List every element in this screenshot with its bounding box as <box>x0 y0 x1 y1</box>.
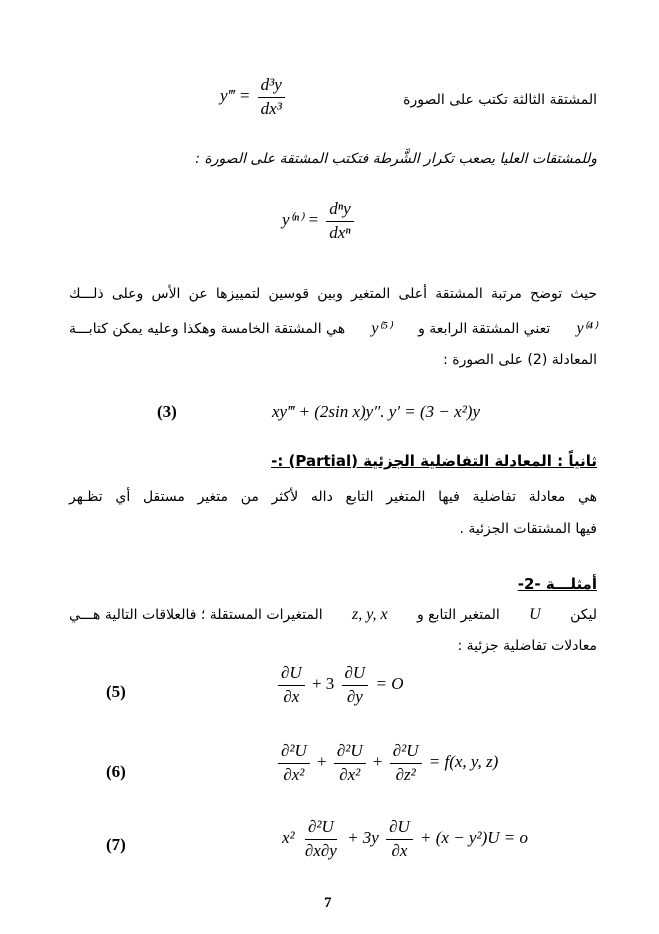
fraction-numerator: dⁿy <box>326 200 353 222</box>
equation-number: (5) <box>106 682 126 701</box>
equation-number: (3) <box>157 402 177 421</box>
explanation-line-3: المعادلة (2) على الصورة : <box>443 352 597 368</box>
equation-number: (7) <box>106 835 126 854</box>
definition-line-1: هي معادلة تفاضلية فيها المتغير التابع داله لأكثر من متغير مستقل أي تظـهر <box>69 489 597 505</box>
explanation-text: تعني المشتقة الرابعة و <box>418 321 551 337</box>
fraction <box>386 818 413 860</box>
equation-6 <box>275 742 498 784</box>
equation-number: (6) <box>106 762 126 781</box>
definition-line-2: فيها المشتقات الجزئية . <box>459 521 597 537</box>
fraction-numerator: ∂²U <box>278 742 310 764</box>
y4-symbol: y⁽⁴⁾ <box>576 320 597 337</box>
example-text: المتغير التابع و <box>416 607 500 623</box>
formula-lhs: y‴ = <box>220 86 251 106</box>
higher-derivatives-text: وللمشتقات العليا يصعب تكرار الشَّرطة فتكتب المشتقة على الصورة : <box>195 151 597 167</box>
page-number: 7 <box>324 895 332 911</box>
section-heading: ثانياً : المعادلة التفاضلية الجزئية (Partial) :- <box>271 452 597 470</box>
explanation-text: هي المشتقة الخامسة وهكذا وعليه يمكن كتابـــة <box>69 321 346 337</box>
example-text: المتغيرات المستقلة ؛ فالعلاقات التالية هـــي <box>69 607 323 623</box>
fraction <box>302 818 340 860</box>
operator: + <box>317 752 327 772</box>
third-derivative-formula <box>220 76 288 118</box>
fraction-denominator: dx³ <box>260 98 282 118</box>
fraction-numerator: ∂U <box>278 664 305 686</box>
fraction-denominator: dxⁿ <box>329 222 351 242</box>
operator: + 3 <box>311 674 335 694</box>
fraction <box>258 76 285 118</box>
fraction-numerator: ∂²U <box>390 742 422 764</box>
fraction <box>342 664 369 706</box>
fraction-denominator: ∂z² <box>395 764 416 784</box>
explanation-line-1: حيث توضح مرتبة المشتقة أعلى المتغير وبين قوسين لتمييزها عن الأس وعلى ذلـــك <box>69 286 597 302</box>
fraction-denominator: ∂y <box>346 686 363 706</box>
fraction <box>278 664 305 706</box>
explanation-line-2 <box>69 318 597 338</box>
fraction-denominator: ∂x² <box>339 764 361 784</box>
fraction-numerator: ∂²U <box>334 742 366 764</box>
fraction-numerator: ∂²U <box>305 818 337 840</box>
rhs: = O <box>375 674 404 694</box>
formula-lhs: y⁽ⁿ⁾ = <box>282 210 319 230</box>
fraction <box>326 200 353 242</box>
equation-5 <box>275 664 403 706</box>
var-u: U <box>529 606 541 623</box>
vars-xyz: z, y, x <box>352 606 388 623</box>
nth-derivative-formula <box>282 200 357 242</box>
fraction <box>334 742 366 784</box>
example-text: ليكن <box>570 607 597 623</box>
fraction <box>278 742 310 784</box>
operator: + 3y <box>347 828 379 848</box>
operator: + <box>372 752 383 772</box>
fraction-numerator: d³y <box>258 76 285 98</box>
fraction-numerator: ∂U <box>386 818 413 840</box>
equation-7 <box>282 818 528 860</box>
y5-symbol: y⁽⁵⁾ <box>371 320 392 337</box>
example-line-2: معادلات تفاضلية جزئية : <box>457 638 597 654</box>
rhs: = f(x, y, z) <box>428 752 499 772</box>
fraction-denominator: ∂x² <box>283 764 305 784</box>
fraction <box>390 742 422 784</box>
equation-3: xy‴ + (2sin x)y″. y′ = (3 − x²)y <box>272 402 481 421</box>
example-heading: أمثلـــة -2- <box>517 575 597 593</box>
fraction-denominator: ∂x∂y <box>304 840 337 860</box>
third-derivative-text: المشتقة الثالثة تكتب على الصورة <box>403 92 597 108</box>
fraction-denominator: ∂x <box>283 686 300 706</box>
rhs: + (x − y²)U = o <box>420 828 528 848</box>
fraction-denominator: ∂x <box>391 840 408 860</box>
lead-term: x² <box>282 828 295 848</box>
example-line-1 <box>69 606 597 624</box>
fraction-numerator: ∂U <box>342 664 369 686</box>
